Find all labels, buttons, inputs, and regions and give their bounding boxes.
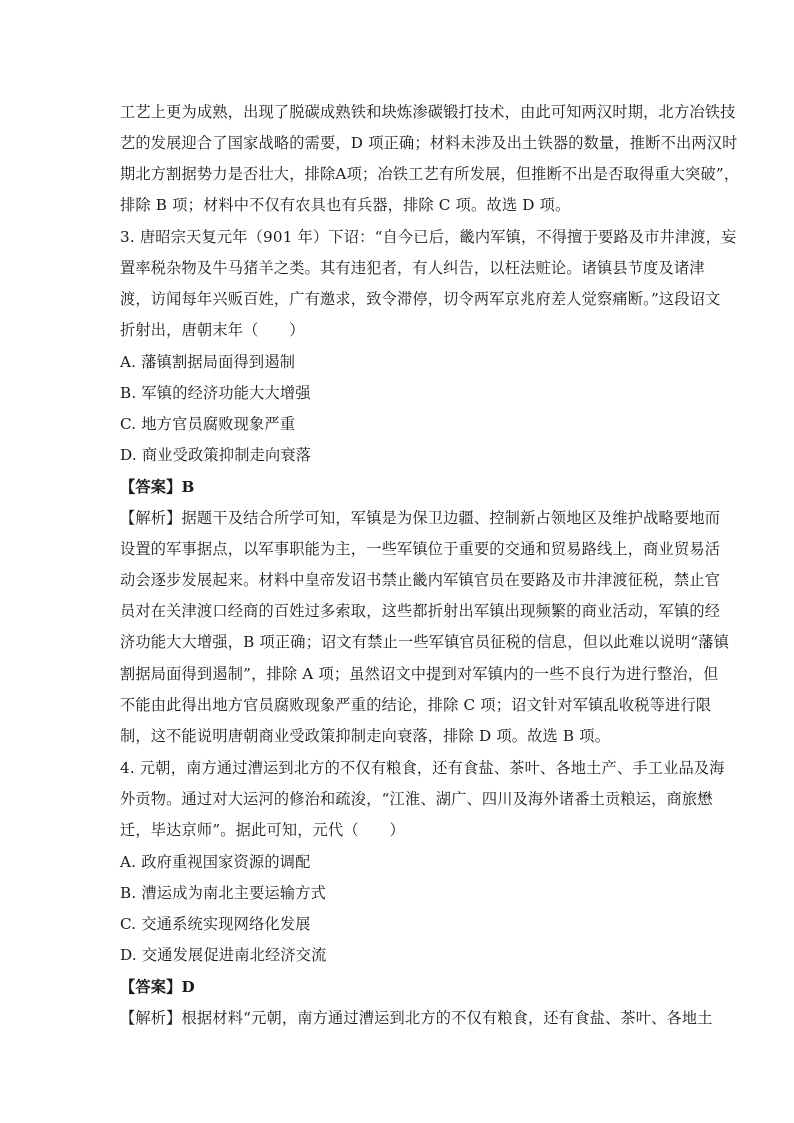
question-3-analysis-line: 制，这不能说明唐朝商业受政策抑制走向衰落，排除 D 项。故选 B 项。 bbox=[120, 727, 611, 745]
question-3-answer: 【答案】B bbox=[120, 478, 195, 496]
question-3-analysis-line: 济功能大大增强，B 项正确；诏文有禁止一些军镇官员征税的信息，但以此难以说明“藩镇 bbox=[120, 633, 730, 651]
question-3-option-c: C. 地方官员腐败现象严重 bbox=[120, 415, 296, 433]
question-3-analysis-line: 【解析】据题干及结合所学可知，军镇是为保卫边疆、控制新占领地区及维护战略要地而 bbox=[120, 509, 721, 527]
question-3-analysis-line: 设置的军事据点，以军事职能为主，一些军镇位于重要的交通和贸易路线上，商业贸易活 bbox=[120, 540, 721, 558]
paragraph-line: 期北方割据势力是否壮大，排除A项；冶铁工艺有所发展，但推断不出是否取得重大突破”， bbox=[120, 165, 740, 183]
question-3-analysis-line: 割据局面得到遏制”，排除 A 项；虽然诏文中提到对军镇内的一些不良行为进行整治，但 bbox=[120, 665, 719, 683]
question-3-option-b: B. 军镇的经济功能大大增强 bbox=[120, 384, 311, 402]
question-4-option-c: C. 交通系统实现网络化发展 bbox=[120, 915, 311, 933]
question-3-option-a: A. 藩镇割据局面得到遏制 bbox=[120, 353, 296, 371]
question-3-stem-line: 3. 唐昭宗天复元年（901 年）下诏：“自今已后，畿内军镇，不得擅于要路及市井津渡，妄 bbox=[120, 228, 737, 246]
question-4-stem-line: 迁，毕达京师”。据此可知，元代（ ） bbox=[120, 821, 405, 839]
question-3-stem-line: 置率税杂物及牛马猪羊之类。其有违犯者，有人纠告，以枉法赃论。诸镇县节度及诸津 bbox=[120, 259, 705, 277]
question-4-stem-line: 4. 元朝，南方通过漕运到北方的不仅有粮食，还有食盐、茶叶、各地土产、手工业品及海 bbox=[120, 759, 725, 777]
question-4-option-d: D. 交通发展促进南北经济交流 bbox=[120, 946, 327, 964]
question-4-option-b: B. 漕运成为南北主要运输方式 bbox=[120, 884, 327, 902]
paragraph-line: 艺的发展迎合了国家战略的需要，D 项正确；材料未涉及出土铁器的数量，推断不出两汉时 bbox=[120, 134, 738, 152]
question-3-stem-line: 折射出，唐朝末年（ ） bbox=[120, 321, 305, 339]
question-3-analysis-line: 动会逐步发展起来。材料中皇帝发诏书禁止畿内军镇官员在要路及市井津渡征税，禁止官 bbox=[120, 571, 721, 589]
paragraph-line: 工艺上更为成熟，出现了脱碳成熟铁和块炼渗碳锻打技术，由此可知两汉时期，北方冶铁技 bbox=[120, 103, 736, 121]
question-4-option-a: A. 政府重视国家资源的调配 bbox=[120, 853, 311, 871]
question-3-stem-line: 渡，访闻每年兴贩百姓，广有邀求，致令滞停，切令两军京兆府差人觉察痛断。”这段诏文 bbox=[120, 290, 721, 308]
paragraph-line: 排除 B 项；材料中不仅有农具也有兵器，排除 C 项。故选 D 项。 bbox=[120, 196, 571, 214]
question-3-analysis-line: 员对在关津渡口经商的百姓过多索取，这些都折射出军镇出现频繁的商业活动，军镇的经 bbox=[120, 602, 721, 620]
question-3-analysis-line: 不能由此得出地方官员腐败现象严重的结论，排除 C 项；诏文针对军镇乱收税等进行限 bbox=[120, 696, 712, 714]
question-4-analysis-line: 【解析】根据材料“元朝，南方通过漕运到北方的不仅有粮食，还有食盐、茶叶、各地土 bbox=[120, 1009, 713, 1027]
question-4-stem-line: 外贡物。通过对大运河的修治和疏浚，“江淮、湖广、四川及海外诸番土贡粮运，商旅懋 bbox=[120, 790, 713, 808]
question-3-option-d: D. 商业受政策抑制走向衰落 bbox=[120, 446, 312, 464]
question-4-answer: 【答案】D bbox=[120, 978, 195, 996]
